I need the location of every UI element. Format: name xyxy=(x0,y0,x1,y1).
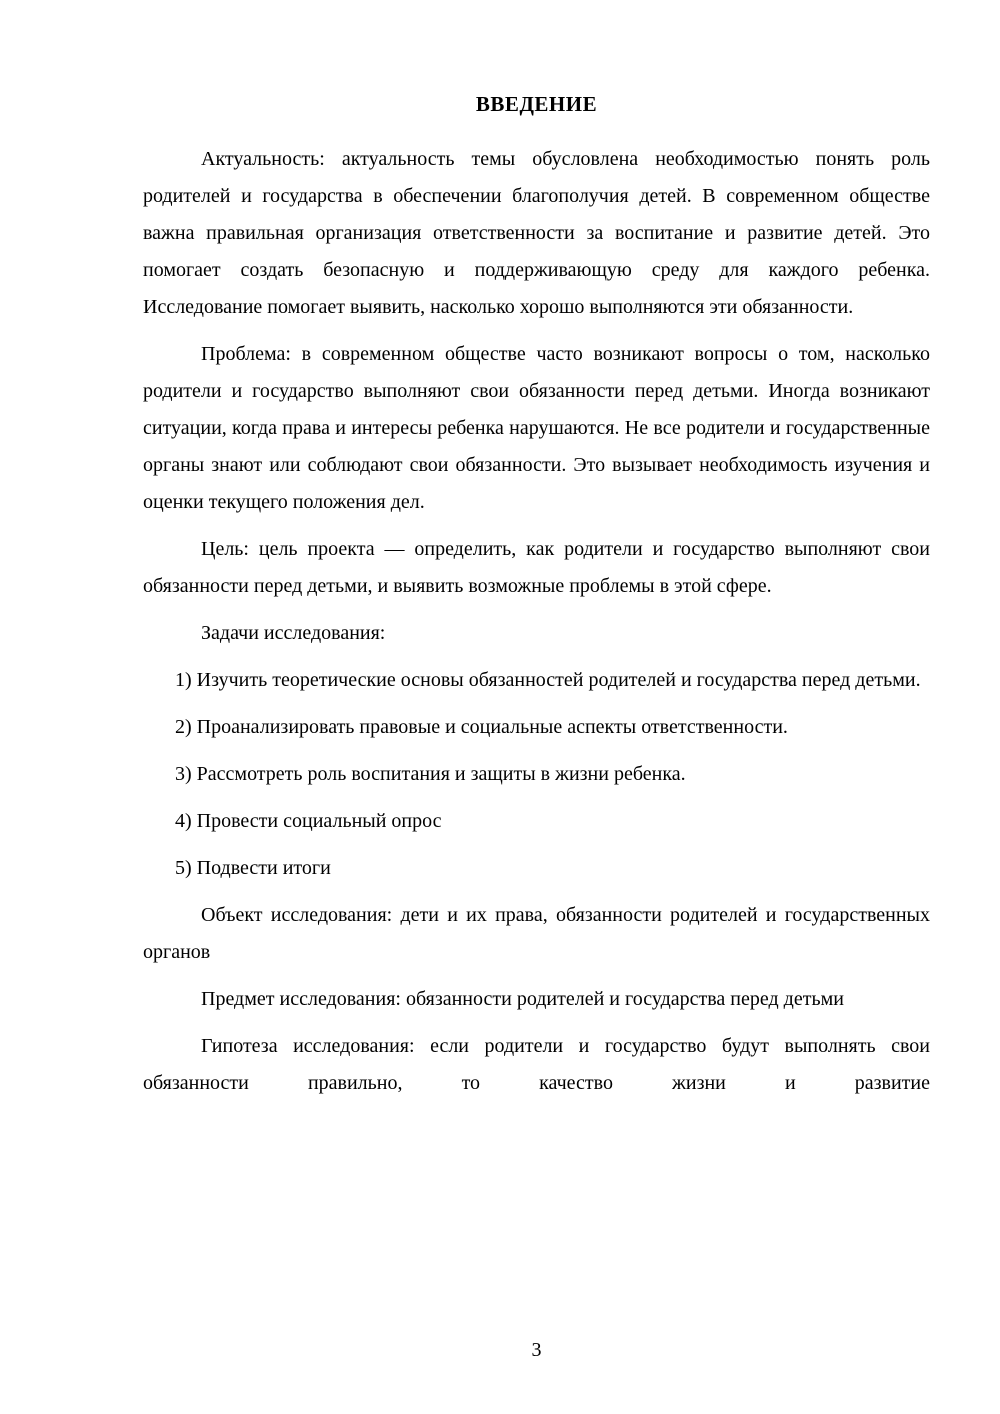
task-item-3: 3) Рассмотреть роль воспитания и защиты в жизни ребенка. xyxy=(175,763,686,785)
task-item-5: 5) Подвести итоги xyxy=(175,857,331,879)
paragraph-hypothesis: Гипотеза исследования: если родители и государство будут выполнять свои обязанности правильно, то качество жизни и развитие xyxy=(143,1035,930,1094)
task-item-1: 1) Изучить теоретические основы обязанностей родителей и государства перед детьми. xyxy=(175,669,921,691)
paragraph-goal: Цель: цель проекта — определить, как родители и государство выполняют свои обязанности перед детьми, и выявить возможные проблемы в этой сфере. xyxy=(143,538,930,597)
task-item-2: 2) Проанализировать правовые и социальные аспекты ответственности. xyxy=(175,716,788,738)
paragraph-problem: Проблема: в современном обществе часто возникают вопросы о том, насколько родители и государство выполняют свои обязанности перед детьми. Иногда возникают ситуации, когда права и интересы ребенка нарушаются. Не все родители и государственные органы знают или соблюдают свои обязанности. Это вызывает необходимость изучения и оценки текущего положения дел. xyxy=(143,343,930,513)
paragraph-subject: Предмет исследования: обязанности родителей и государства перед детьми xyxy=(201,988,844,1010)
paragraph-object: Объект исследования: дети и их права, обязанности родителей и государственных органов xyxy=(143,904,930,963)
document-title: ВВЕДЕНИЕ xyxy=(475,92,598,116)
tasks-heading: Задачи исследования: xyxy=(201,622,386,644)
paragraph-relevance: Актуальность: актуальность темы обусловлена необходимостью понять роль родителей и государства в обеспечении благополучия детей. В современном обществе важна правильная организация ответственности за воспитание и развитие детей. Это помогает создать безопасную и поддерживающую среду для каждого ребенка. Исследование помогает выявить, насколько хорошо выполняются эти обязанности. xyxy=(143,148,930,318)
task-item-4: 4) Провести социальный опрос xyxy=(175,810,442,832)
page-number: 3 xyxy=(531,1339,542,1361)
